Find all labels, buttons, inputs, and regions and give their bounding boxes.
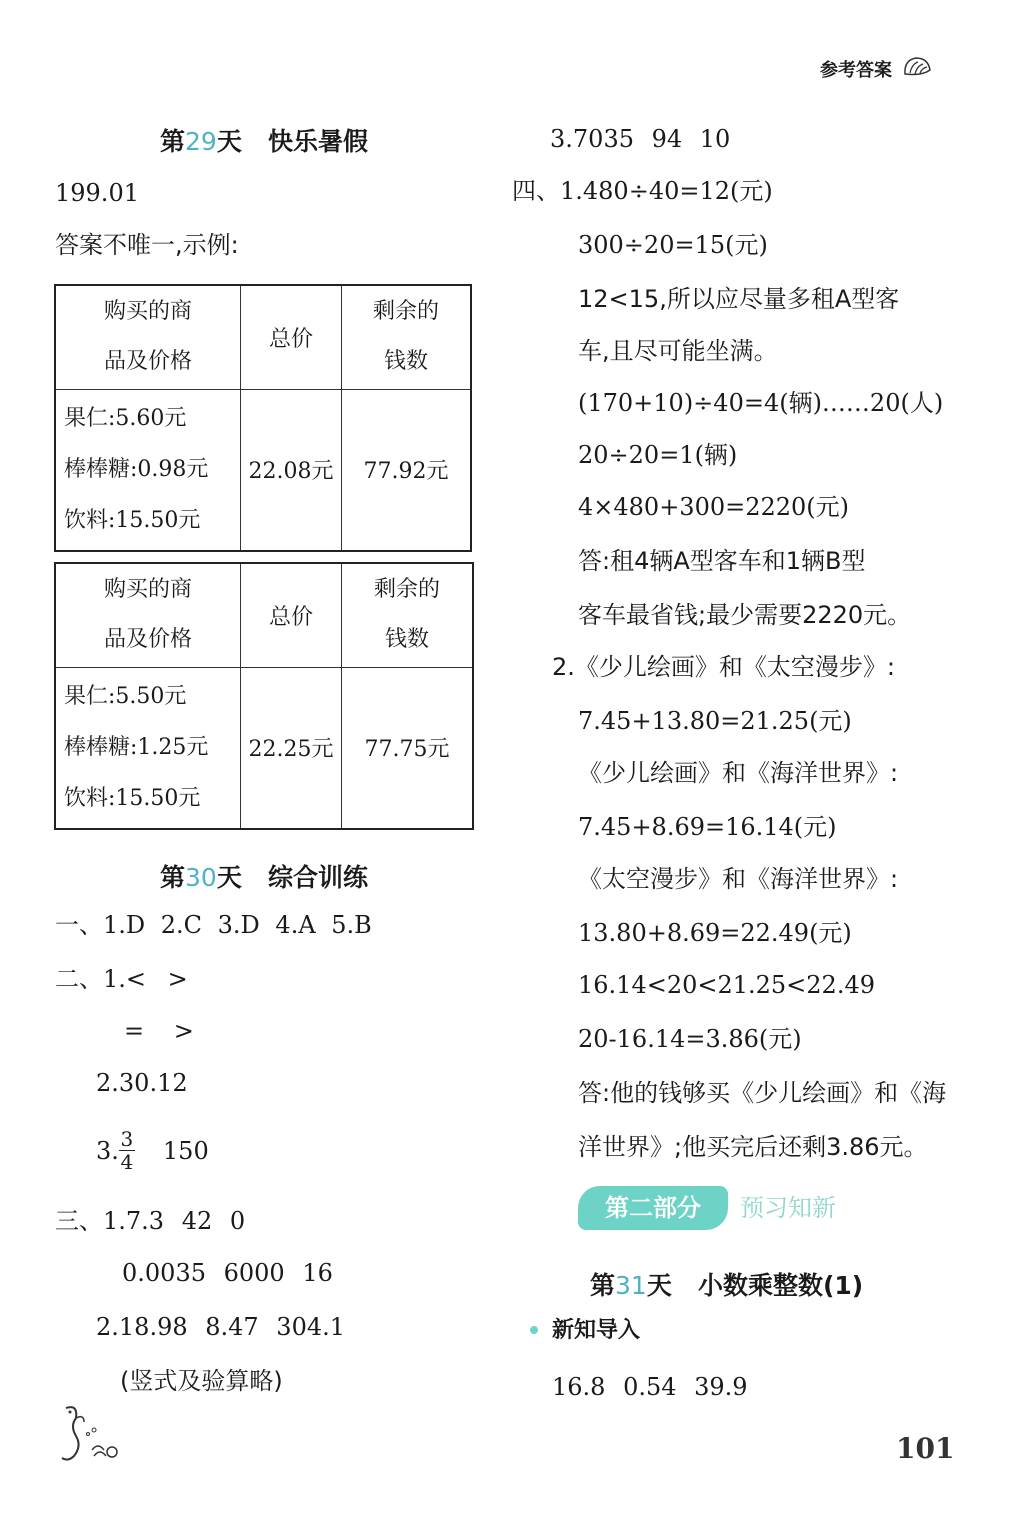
header-label: 参考答案 [820,60,892,81]
items-cell: 果仁:5.50元 棒棒糖:1.25元 饮料:15.50元 [55,667,241,829]
remain-cell: 77.92元 [342,389,472,551]
day30-title: 第30天 综合训练 [160,863,368,892]
remain-cell: 77.75元 [342,667,474,829]
right-line-15: 《太空漫步》和《海洋世界》: [578,865,899,893]
part2-banner: 第二部分 [578,1186,728,1230]
day29-title: 第29天 快乐暑假 [160,127,368,156]
right-line-11: 2.《少儿绘画》和《太空漫步》: [552,653,895,681]
day29-line1: 199.01 [55,179,139,207]
right-line-19: 答:他的钱够买《少儿绘画》和《海 [578,1079,947,1107]
day30-section3-line3: 2.18.98 8.47 304.1 [96,1313,346,1341]
right-line-18: 20-16.14=3.86(元) [578,1025,802,1053]
right-line-16: 13.80+8.69=22.49(元) [578,919,852,947]
day31-title: 第31天 小数乘整数(1) [590,1271,864,1300]
day30-section2-line2: = > [124,1017,194,1045]
answer-table-1 [54,284,472,552]
shell-icon [902,54,932,78]
header-cell-total: 总价 [241,285,342,389]
day30-section2-line3: 2.30.12 [96,1069,188,1097]
items-cell: 果仁:5.60元 棒棒糖:0.98元 饮料:15.50元 [55,389,241,551]
right-line-6: (170+10)÷40=4(辆)……20(人) [578,389,944,417]
header-cell-items: 购买的商 品及价格 [55,285,241,389]
fraction: $\frac{3}{4}$ [120,1127,134,1174]
bullet-dot-icon [530,1326,538,1334]
header-cell-remain: 剩余的 钱数 [342,563,474,667]
right-line-4: 12<15,所以应尽量多租A型客 [578,285,900,313]
right-line-3: 300÷20=15(元) [578,231,768,259]
part2-banner-sub: 预习知新 [740,1194,836,1222]
day30-section3-line1: 三、1.7.3 42 0 [55,1207,246,1235]
right-line-14: 7.45+8.69=16.14(元) [578,813,837,841]
right-line-10: 客车最省钱;最少需要2220元。 [578,601,912,629]
right-line-13: 《少儿绘画》和《海洋世界》: [578,759,899,787]
day31-subheading: 新知导入 [552,1318,641,1343]
header-cell-remain: 剩余的 钱数 [342,285,472,389]
day30-section3-line2: 0.0035 6000 16 [122,1259,333,1287]
day30-section2-line1: 二、1.< > [55,965,188,993]
total-cell: 22.08元 [241,389,342,551]
right-line-20: 洋世界》;他买完后还剩3.86元。 [578,1133,928,1161]
day30-section1: 一、1.D 2.C 3.D 4.A 5.B [55,911,372,939]
right-line-5: 车,且尽可能坐满。 [578,337,778,365]
day30-section3-line4: (竖式及验算略) [120,1367,283,1395]
day30-section2-line4: 3. $\frac{3}{4}$ 150 [96,1127,209,1174]
seahorse-icon [48,1400,128,1470]
right-line-1: 3.7035 94 10 [550,125,731,153]
right-line-12: 7.45+13.80=21.25(元) [578,707,852,735]
page-number: 101 [896,1432,955,1465]
right-line-9: 答:租4辆A型客车和1辆B型 [578,547,866,575]
right-line-17: 16.14<20<21.25<22.49 [578,971,875,999]
header-cell-items: 购买的商 品及价格 [55,563,241,667]
right-line-8: 4×480+300=2220(元) [578,493,850,521]
total-cell: 22.25元 [241,667,342,829]
right-line-2: 四、1.480÷40=12(元) [512,177,773,205]
header-cell-total: 总价 [241,563,342,667]
day29-line2: 答案不唯一,示例: [55,231,239,259]
answer-table-2 [54,562,474,830]
right-line-7: 20÷20=1(辆) [578,441,738,469]
day31-line: 16.8 0.54 39.9 [552,1373,748,1401]
